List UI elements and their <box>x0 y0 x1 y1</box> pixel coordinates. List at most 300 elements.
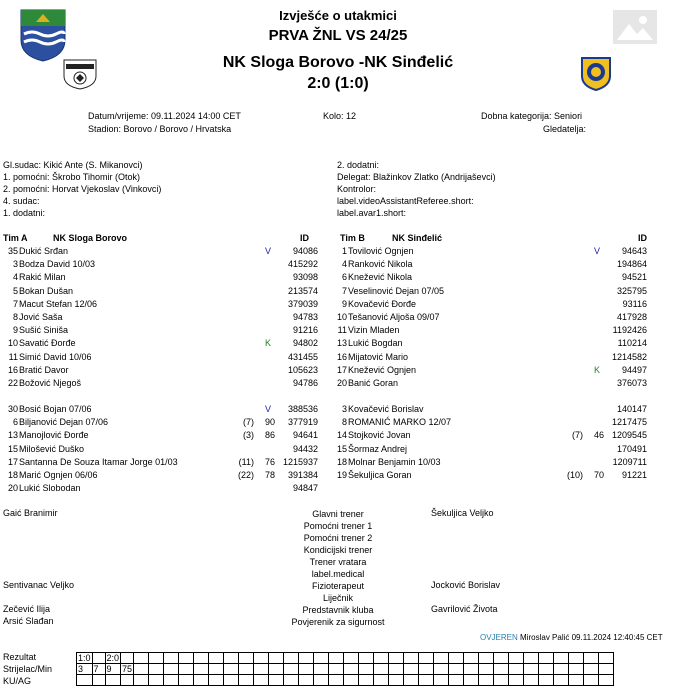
player-row <box>0 271 335 283</box>
role-doctor: Liječnik <box>322 593 353 603</box>
player-id: 1214582 <box>611 351 647 362</box>
captain-marker: K <box>594 364 601 375</box>
stats-cell <box>269 653 284 664</box>
player-id: 377919 <box>287 417 318 428</box>
stats-cell <box>599 653 614 664</box>
stats-cell <box>284 675 299 686</box>
player-name: Dukić Srđan <box>19 246 69 256</box>
stats-cell <box>599 675 614 686</box>
stats-cell <box>464 653 479 664</box>
substitution-minute: 76 <box>264 456 275 467</box>
player-number: 35 <box>7 246 18 256</box>
player-number: 11 <box>8 351 18 362</box>
player-name: Stojković Jovan <box>348 430 411 441</box>
player-number: 13 <box>336 338 347 349</box>
substitution-for: (11) <box>238 456 254 467</box>
away-team-logo-icon <box>578 56 614 92</box>
official-controller: Kontrolor: <box>337 184 377 194</box>
stats-cell <box>389 664 404 675</box>
team-a-id-header: ID <box>300 233 309 243</box>
player-name: Rakić Milan <box>19 272 66 283</box>
role-assistant-coach-2: Pomoćni trener 2 <box>303 533 373 543</box>
stats-cell <box>509 664 524 675</box>
team-a-representative: Zečević Ilija <box>3 604 51 614</box>
role-assistant-coach-1: Pomoćni trener 1 <box>303 521 373 531</box>
player-row <box>329 324 664 336</box>
substitution-minute: 78 <box>264 470 275 480</box>
player-name: Tovilović Ognjen <box>348 246 414 256</box>
stats-cell <box>584 675 599 686</box>
stats-cell <box>479 675 494 686</box>
player-id: 105623 <box>287 364 318 375</box>
player-row <box>0 416 335 428</box>
player-number: 18 <box>7 470 18 480</box>
player-name: Sušić Siniša <box>19 325 69 336</box>
match-datetime: Datum/vrijeme: 09.11.2024 14:00 CET <box>88 111 241 121</box>
stats-label-result: Rezultat <box>3 652 37 662</box>
player-number: 4 <box>341 259 347 270</box>
stats-cell <box>359 653 374 664</box>
substitution-minute: 86 <box>264 430 275 441</box>
captain-marker: K <box>265 338 272 349</box>
stats-cell <box>344 653 359 664</box>
stats-cell <box>374 653 389 664</box>
stats-cell <box>299 664 314 675</box>
team-b-representative: Gavrilović Života <box>431 604 498 614</box>
officials-right <box>337 159 496 219</box>
stats-label-scorer: Strijelac/Min <box>3 664 53 674</box>
stats-cell <box>434 675 449 686</box>
stats-cell <box>404 653 419 664</box>
player-number: 7 <box>341 285 347 296</box>
stats-cell <box>419 653 434 664</box>
player-number: 5 <box>12 285 18 296</box>
role-physio: Fizioterapeut <box>311 581 365 591</box>
player-id: 431455 <box>287 351 318 362</box>
player-id: 94786 <box>292 378 318 388</box>
stats-cell <box>134 664 149 675</box>
player-row <box>0 311 335 323</box>
stats-cell <box>284 653 299 664</box>
player-number: 4 <box>12 272 18 283</box>
stats-cell <box>209 675 224 686</box>
stats-cell <box>105 675 121 686</box>
player-row <box>329 456 664 468</box>
stats-cell: 75 <box>122 664 133 674</box>
stats-cell <box>524 664 539 675</box>
player-id: 94847 <box>292 483 318 494</box>
stats-cell <box>254 664 269 675</box>
stats-cell <box>179 675 194 686</box>
player-id: 94521 <box>621 272 647 283</box>
player-name: Jović Saša <box>19 312 63 322</box>
player-number: 13 <box>7 430 18 441</box>
home-team-logo-icon <box>62 58 98 90</box>
player-name: Milošević Duško <box>19 443 85 454</box>
player-id: 94497 <box>621 364 647 375</box>
team-a-name: NK Sloga Borovo <box>53 233 128 243</box>
stats-cell <box>569 664 584 675</box>
player-id: 415292 <box>287 259 318 270</box>
player-number: 3 <box>12 259 18 270</box>
stats-cell <box>194 653 209 664</box>
goalkeeper-marker: V <box>594 246 601 256</box>
stats-cell <box>374 664 389 675</box>
player-number: 3 <box>341 404 347 414</box>
player-name: Tešanović Aljoša 09/07 <box>348 312 440 322</box>
role-security-officer: Povjerenik za sigurnost <box>291 617 385 627</box>
player-number: 15 <box>336 443 347 454</box>
player-row <box>0 482 335 494</box>
player-name: Molnar Benjamin 10/03 <box>348 456 441 467</box>
role-goalkeeper-coach: Trener vratara <box>309 557 367 567</box>
player-number: 14 <box>336 430 347 441</box>
player-name: Biljanović Dejan 07/06 <box>19 417 109 428</box>
player-row <box>0 245 335 257</box>
player-row <box>329 377 664 389</box>
stats-cell <box>554 675 569 686</box>
player-row <box>329 258 664 270</box>
player-id: 140147 <box>616 404 647 414</box>
player-name: Banić Goran <box>348 378 399 388</box>
player-number: 30 <box>7 404 18 414</box>
stats-cell <box>434 664 449 675</box>
substitution-for: (22) <box>237 470 254 480</box>
stats-cell <box>524 675 539 686</box>
stats-cell <box>539 675 554 686</box>
stats-row <box>77 675 614 686</box>
player-name: Lukić Bogdan <box>348 338 403 349</box>
player-id: 94432 <box>292 443 318 454</box>
player-number: 6 <box>12 417 18 428</box>
stats-grid <box>76 652 614 686</box>
substitution-for: (10) <box>566 470 583 480</box>
player-row <box>329 429 664 441</box>
stats-cell: 9 <box>105 664 121 675</box>
stats-cell <box>77 675 93 686</box>
player-name: Božović Njegoš <box>19 378 82 388</box>
stats-cell: 1:0 <box>78 653 91 663</box>
player-name: Manojlović Đorđe <box>19 430 89 441</box>
stats-cell <box>419 664 434 675</box>
stats-cell <box>494 664 509 675</box>
player-name: Šekuljica Goran <box>348 470 412 480</box>
official-assistant-2: 2. pomoćni: Horvat Vjekoslav (Vinkovci) <box>3 184 162 194</box>
player-row <box>0 364 335 376</box>
player-id: 94643 <box>621 246 647 256</box>
stats-cell <box>269 675 284 686</box>
player-number: 9 <box>12 325 18 336</box>
stats-cell <box>299 653 314 664</box>
player-row <box>0 324 335 336</box>
stats-cell <box>374 675 389 686</box>
stats-cell: 2:0 <box>106 653 120 663</box>
player-id: 94783 <box>292 312 318 322</box>
player-row <box>0 337 335 349</box>
verified-text: Miroslav Palić 09.11.2024 12:40:45 CET <box>520 633 663 642</box>
stats-cell <box>239 653 254 664</box>
player-number: 19 <box>336 470 347 480</box>
stats-cell <box>389 675 404 686</box>
stats-cell <box>524 653 539 664</box>
player-row <box>329 245 664 257</box>
stats-cell <box>464 664 479 675</box>
stats-cell <box>269 664 284 675</box>
stats-cell <box>149 664 164 675</box>
stats-cell <box>419 675 434 686</box>
stats-cell <box>134 653 149 664</box>
stats-cell <box>449 675 464 686</box>
player-name: Knežević Ognjen <box>348 364 417 375</box>
stats-cell <box>479 653 494 664</box>
stats-label-cards: KU/AG <box>3 676 32 686</box>
stats-cell <box>329 675 344 686</box>
stats-cell <box>509 653 524 664</box>
player-number: 20 <box>336 378 347 388</box>
stats-cell <box>554 653 569 664</box>
stats-cell <box>329 653 344 664</box>
player-number: 8 <box>12 312 18 322</box>
stats-cell <box>554 664 569 675</box>
role-club-representative: Predstavnik kluba <box>302 605 374 615</box>
stats-cell <box>314 664 329 675</box>
player-id: 391384 <box>287 470 318 480</box>
player-id: 388536 <box>287 404 318 414</box>
stats-cell <box>599 664 614 675</box>
player-row <box>0 351 335 363</box>
stats-cell <box>149 653 164 664</box>
stats-cell <box>434 653 449 664</box>
player-name: Santanna De Souza Itamar Jorge 01/03 <box>19 456 178 467</box>
report-title: Izvješće o utakmici <box>279 8 397 23</box>
player-name: Veselinović Dejan 07/05 <box>348 285 445 296</box>
player-row <box>329 271 664 283</box>
player-number: 17 <box>7 456 18 467</box>
player-name: Bosić Bojan 07/06 <box>19 404 92 414</box>
player-name: Savatić Đorđe <box>19 338 76 349</box>
player-id: 93098 <box>292 272 318 283</box>
player-row <box>329 298 664 310</box>
player-row <box>329 403 664 415</box>
player-number: 15 <box>7 443 18 454</box>
official-additional-2: 2. dodatni: <box>337 160 380 170</box>
stats-cell <box>254 653 269 664</box>
player-name: Ranković Nikola <box>348 259 413 270</box>
stats-cell <box>179 664 194 675</box>
player-row <box>329 416 664 428</box>
goalkeeper-marker: V <box>265 404 272 414</box>
role-fitness-coach: Kondicijski trener <box>303 545 373 555</box>
official-var: label.videoAssistantReferee.short: <box>337 196 474 206</box>
player-row <box>0 456 335 468</box>
stats-cell <box>494 653 509 664</box>
stats-cell <box>299 675 314 686</box>
match-stadium: Stadion: Borovo / Borovo / Hrvatska <box>88 124 232 134</box>
stats-cell <box>224 664 239 675</box>
player-number: 8 <box>341 417 347 428</box>
player-name: Bodza David 10/03 <box>19 259 96 270</box>
player-row <box>329 364 664 376</box>
player-id: 91216 <box>292 325 318 336</box>
verification-line <box>480 633 663 642</box>
player-name: Macut Stefan 12/06 <box>19 298 98 309</box>
stats-cell <box>539 664 554 675</box>
player-row <box>329 351 664 363</box>
stats-cell <box>284 664 299 675</box>
player-name: Vizin Mladen <box>348 325 400 336</box>
player-number: 22 <box>7 378 18 388</box>
stats-row <box>77 653 614 664</box>
player-name: Bokan Dušan <box>19 285 74 296</box>
stats-cell <box>344 675 359 686</box>
player-number: 10 <box>336 312 347 322</box>
player-id: 1217475 <box>611 417 647 428</box>
player-id: 325795 <box>616 285 647 296</box>
stats-cell <box>179 653 194 664</box>
official-fourth: 4. sudac: <box>3 196 40 206</box>
player-number: 18 <box>336 456 347 467</box>
player-id: 213574 <box>287 285 318 296</box>
match-teams: NK Sloga Borovo -NK Sinđelić <box>222 54 454 71</box>
stats-cell <box>479 664 494 675</box>
team-b-name: NK Sinđelić <box>392 233 443 243</box>
player-id: 1192426 <box>612 325 647 336</box>
verified-label: OVJEREN <box>480 633 518 642</box>
player-row <box>0 403 335 415</box>
player-row <box>0 377 335 389</box>
stats-cell <box>329 664 344 675</box>
substitution-minute: 46 <box>593 430 604 441</box>
stats-cell <box>121 653 134 664</box>
substitution-minute: 90 <box>264 417 275 428</box>
goalkeeper-marker: V <box>265 246 272 256</box>
team-b-label: Tim B <box>340 233 365 243</box>
age-category: Dobna kategorija: Seniori <box>481 111 583 121</box>
player-number: 9 <box>341 298 347 309</box>
player-id: 91221 <box>621 470 647 480</box>
player-number: 17 <box>336 364 347 375</box>
stats-cell <box>224 653 239 664</box>
substitution-for: (3) <box>243 430 254 441</box>
player-id: 376073 <box>616 378 647 388</box>
stats-cell <box>239 664 254 675</box>
player-row <box>0 429 335 441</box>
stats-cell <box>359 675 374 686</box>
stats-cell <box>224 675 239 686</box>
substitution-minute: 70 <box>593 470 604 480</box>
officials-left <box>3 159 161 219</box>
player-id: 94641 <box>292 430 318 441</box>
stats-cell <box>239 675 254 686</box>
player-row <box>329 285 664 297</box>
official-additional-1: 1. dodatni: <box>3 208 46 218</box>
player-row <box>0 298 335 310</box>
stats-cell <box>164 664 179 675</box>
county-coat-of-arms-icon <box>18 8 68 62</box>
team-a-head-coach: Gaić Branimir <box>3 508 58 518</box>
stats-cell <box>194 664 209 675</box>
image-placeholder-icon <box>613 10 657 44</box>
stats-cell <box>539 653 554 664</box>
player-id: 1209711 <box>612 456 647 467</box>
player-name: ROMANIĆ MARKO 12/07 <box>348 417 452 428</box>
competition-title: PRVA ŽNL VS 24/25 <box>268 27 408 44</box>
player-name: Mijatović Mario <box>348 351 409 362</box>
player-id: 94086 <box>292 246 318 256</box>
team-a-label: Tim A <box>3 233 28 243</box>
spectators: Gledatelja: <box>543 124 587 134</box>
player-number: 6 <box>341 272 347 283</box>
player-id: 110214 <box>617 338 647 349</box>
player-number: 16 <box>336 351 347 362</box>
player-row <box>0 258 335 270</box>
player-number: 16 <box>7 364 18 375</box>
stats-cell <box>569 675 584 686</box>
stats-cell <box>404 664 419 675</box>
official-assistant-1: 1. pomoćni: Škrobo Tihomir (Otok) <box>3 172 141 182</box>
player-name: Bratić Davor <box>19 364 69 375</box>
player-name: Kovačević Borislav <box>348 404 424 414</box>
player-row <box>0 443 335 455</box>
player-number: 7 <box>12 298 18 309</box>
stats-cell <box>389 653 404 664</box>
player-number: 11 <box>337 325 347 336</box>
stats-cell <box>254 675 269 686</box>
stats-cell <box>494 675 509 686</box>
stats-cell <box>464 675 479 686</box>
player-row <box>0 285 335 297</box>
stats-cell <box>584 653 599 664</box>
player-name: Knežević Nikola <box>348 272 413 283</box>
team-a-security: Arsić Slađan <box>3 616 54 626</box>
player-number: 20 <box>7 483 18 494</box>
player-number: 1 <box>341 246 347 256</box>
stats-cell <box>194 675 209 686</box>
stats-cell <box>209 653 224 664</box>
player-row <box>329 469 664 481</box>
match-round: Kolo: 12 <box>323 111 357 121</box>
official-delegate: Delegat: Blažinkov Zlatko (Andrijaševci) <box>337 172 496 182</box>
role-medical: label.medical <box>311 569 365 579</box>
player-number: 10 <box>7 338 18 349</box>
stats-cell <box>509 675 524 686</box>
player-name: Šormaz Andrej <box>348 443 408 454</box>
stats-cell: 3 <box>77 664 93 675</box>
stats-cell <box>314 653 329 664</box>
player-id: 1209545 <box>611 430 647 441</box>
stats-cell <box>134 675 149 686</box>
official-avar: label.avar1.short: <box>337 208 407 218</box>
stats-cell <box>164 675 179 686</box>
player-id: 379039 <box>287 298 318 309</box>
stats-cell <box>314 675 329 686</box>
match-score: 2:0 (1:0) <box>307 75 369 92</box>
stats-cell <box>92 675 105 686</box>
player-row <box>329 337 664 349</box>
stats-cell <box>569 653 584 664</box>
stats-cell <box>584 664 599 675</box>
player-name: Marić Ognjen 06/06 <box>19 470 98 480</box>
stats-cell <box>449 653 464 664</box>
player-name: Simić David 10/06 <box>19 351 92 362</box>
stats-cell <box>164 653 179 664</box>
stats-cell <box>404 675 419 686</box>
stats-cell <box>149 675 164 686</box>
player-id: 194864 <box>616 259 647 270</box>
player-row <box>329 311 664 323</box>
player-id: 417928 <box>616 312 647 322</box>
team-b-physio: Jocković Borislav <box>431 580 501 590</box>
